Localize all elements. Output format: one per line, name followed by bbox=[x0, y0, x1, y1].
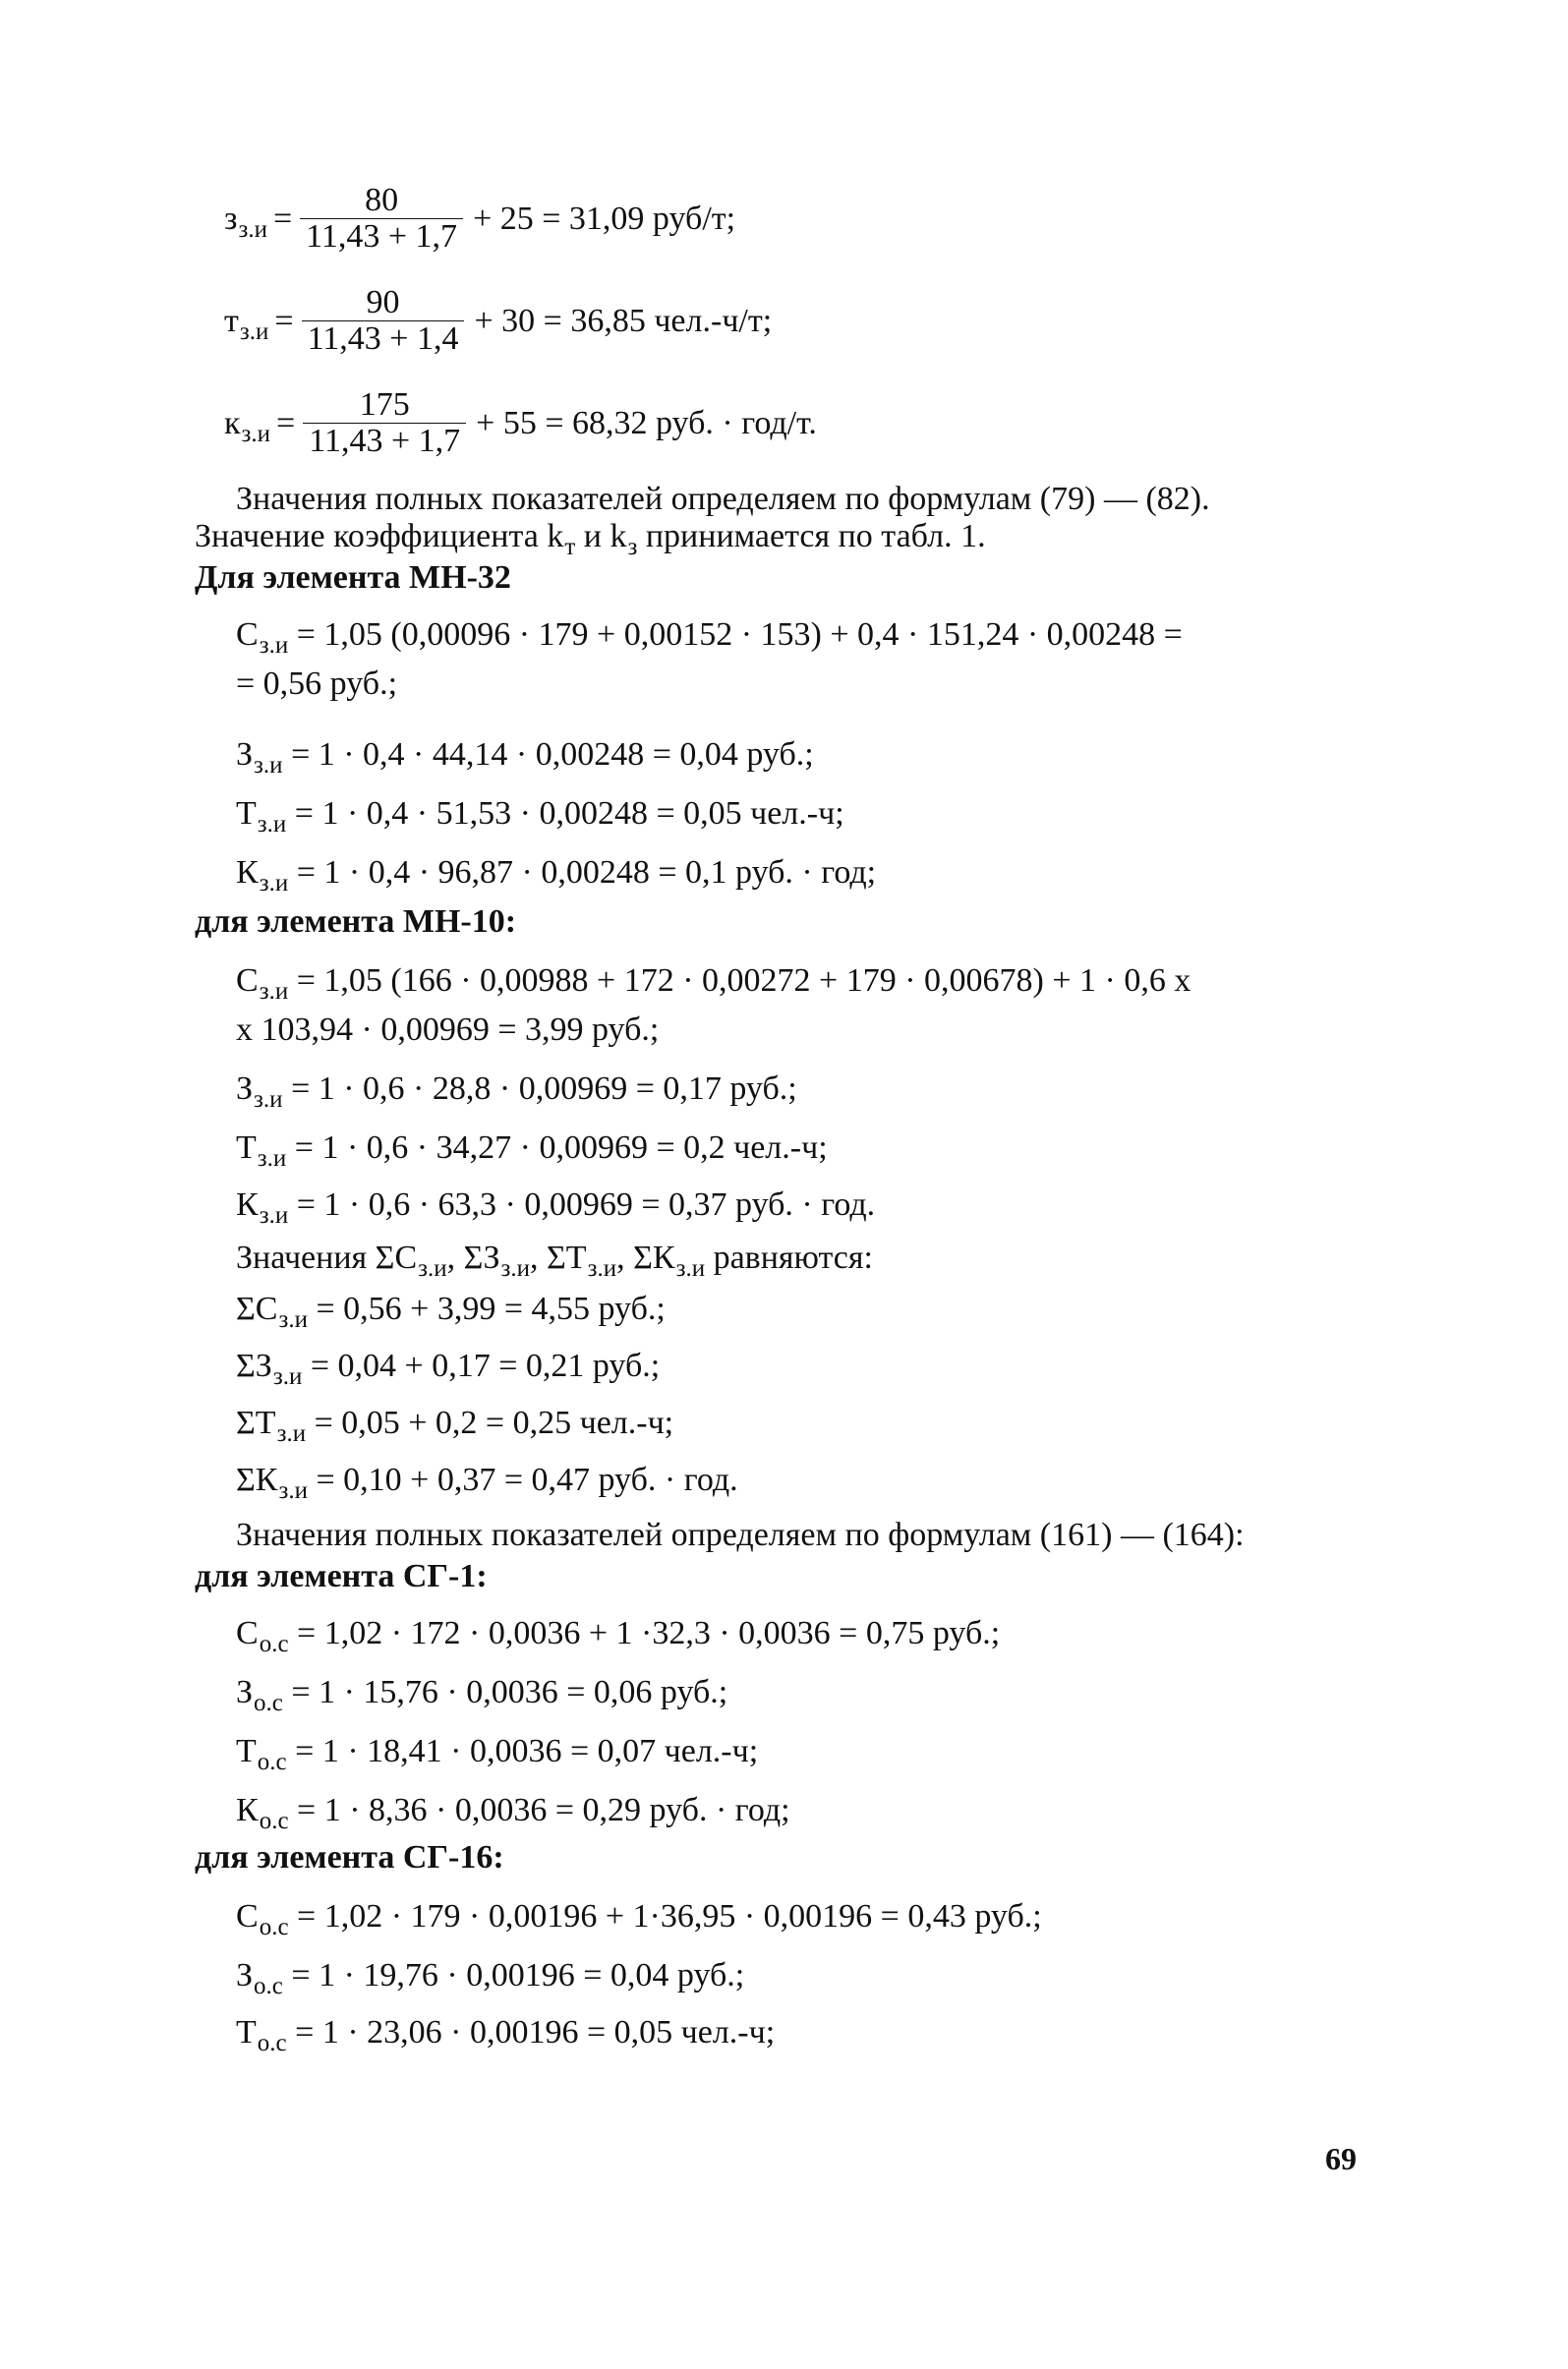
formula-t-os-sg16: $Т_{о.с} = 1 \cdot 23,06 \cdot 0,00196 = 0,05$ чел.-ч; bbox=[236, 2014, 776, 2056]
formula-c-zi-mn32-cont: = 0,56 руб.; bbox=[236, 665, 398, 702]
formula-symbol: $т_{з.и}$ bbox=[224, 302, 269, 345]
heading-element-sg16: для элемента СГ-16: bbox=[195, 1839, 504, 1876]
formula-sum-k: $\Sigma К_{з.и} = 0,10 + 0,37 = 0,47$ руб. · год. bbox=[236, 1462, 738, 1504]
formula-tail: + 55 = 68,32 руб. · год/т. bbox=[476, 404, 817, 441]
heading-element-mn32: Для элемента МН-32 bbox=[195, 559, 511, 596]
formula-c-zi-mn10: $С_{з.и} = 1,05$ (166 · 0,00988 + 172 · 0,00272 + 179 · 0,00678) + 1 · 0,6 x bbox=[236, 962, 1191, 1005]
formula-c-zi-mn10-cont: x 103,94 · 0,00969 = 3,99 руб.; bbox=[236, 1011, 660, 1048]
formula-c-zi-mn32: $С_{з.и} = 1,05$ (0,00096 · 179 + 0,00152 · 153) + 0,4 · 151,24 · 0,00248 = bbox=[236, 616, 1183, 659]
formula-c-os-sg16: $С_{о.с} = 1,02 \cdot 179 \cdot 0,00196 + 1\cdot 36,95 \cdot 0,00196 = 0,43$ руб.; bbox=[236, 1898, 1042, 1940]
heading-element-mn10: для элемента МН-10: bbox=[195, 903, 517, 940]
formula-k-zi: $к_{з.и}$ = $\frac{175}{11,43 + 1,7}$ + 55 = 68,32 руб. · год/т. bbox=[224, 386, 817, 459]
fraction: $\frac{175}{11,43 + 1,7}$ bbox=[303, 387, 466, 459]
formula-sum-t: $\Sigma Т_{з.и} = 0,05 + 0,2 = 0,25$ чел.-ч; bbox=[236, 1405, 674, 1447]
formula-z-os-sg16: $З_{о.с} = 1 \cdot 19,76 \cdot 0,00196 = 0,04$ руб.; bbox=[236, 1957, 745, 1999]
formula-k-zi-mn10: $К_{з.и} = 1 \cdot 0,6 \cdot 63,3 \cdot 0,00969 = 0,37$ руб. · год. bbox=[236, 1186, 876, 1229]
formula-t-zi-mn10: $Т_{з.и} = 1 \cdot 0,6 \cdot 34,27 \cdot 0,00969 = 0,2$ чел.-ч; bbox=[236, 1129, 828, 1172]
formula-c-os-sg1: $С_{о.с} = 1,02 \cdot 172 \cdot 0,0036 + 1 \cdot 32,3 \cdot 0,0036 = 0,75$ руб.; bbox=[236, 1615, 1001, 1657]
formula-tail: + 25 = 31,09 руб/т; bbox=[473, 200, 736, 237]
paragraph-formulas-161-164: Значения полных показателей определяем по формулам (161) — (164): bbox=[236, 1517, 1245, 1553]
paragraph-coefficient-note: Значение коэффициента $k_т$ и $k_з$ принимается по табл. 1. bbox=[195, 518, 986, 560]
paragraph-formulas-79-82: Значения полных показателей определяем по формулам (79) — (82). bbox=[236, 481, 1210, 517]
fraction: $\frac{80}{11,43 + 1,7}$ bbox=[300, 183, 463, 255]
formula-symbol: $к_{з.и}$ bbox=[224, 404, 271, 447]
paragraph-sums-intro: Значения $\Sigma С_{з.и}$, $\Sigma З_{з.и}$, $\Sigma Т_{з.и}$, $\Sigma К_{з.и}$ равняются: bbox=[236, 1240, 873, 1282]
formula-tail: + 30 = 36,85 чел.-ч/т; bbox=[474, 302, 773, 339]
formula-z-zi: $з_{з.и}$ = $\frac{80}{11,43 + 1,7}$ + 25 = 31,09 руб/т; bbox=[224, 182, 736, 255]
formula-k-zi-mn32: $К_{з.и} = 1 \cdot 0,4 \cdot 96,87 \cdot 0,00248 = 0,1$ руб. · год; bbox=[236, 854, 877, 896]
formula-t-zi: $т_{з.и}$ = $\frac{90}{11,43 + 1,4}$ + 30 = 36,85 чел.-ч/т; bbox=[224, 284, 773, 357]
formula-sum-c: $\Sigma С_{з.и} = 0,56 + 3,99 = 4,55$ руб.; bbox=[236, 1291, 666, 1333]
heading-element-sg1: для элемента СГ-1: bbox=[195, 1558, 488, 1594]
formula-t-os-sg1: $Т_{о.с} = 1 \cdot 18,41 \cdot 0,0036 = 0,07$ чел.-ч; bbox=[236, 1733, 759, 1775]
formula-k-os-sg1: $К_{о.с} = 1 \cdot 8,36 \cdot 0,0036 = 0,29$ руб. · год; bbox=[236, 1792, 790, 1834]
page-number: 69 bbox=[1325, 2141, 1357, 2176]
formula-t-zi-mn32: $Т_{з.и} = 1 \cdot 0,4 \cdot 51,53 \cdot 0,00248 = 0,05$ чел.-ч; bbox=[236, 795, 844, 838]
formula-symbol: $з_{з.и}$ bbox=[224, 200, 267, 243]
fraction: $\frac{90}{11,43 + 1,4}$ bbox=[302, 285, 465, 357]
formula-z-os-sg1: $З_{о.с} = 1 \cdot 15,76 \cdot 0,0036 = 0,06$ руб.; bbox=[236, 1674, 728, 1716]
formula-sum-z: $\Sigma З_{з.и} = 0,04 + 0,17 = 0,21$ руб.; bbox=[236, 1348, 661, 1390]
formula-z-zi-mn10: $З_{з.и} = 1 \cdot 0,6 \cdot 28,8 \cdot 0,00969 = 0,17$ руб.; bbox=[236, 1070, 797, 1113]
formula-z-zi-mn32: $З_{з.и} = 1 \cdot 0,4 \cdot 44,14 \cdot 0,00248 = 0,04$ руб.; bbox=[236, 736, 814, 779]
